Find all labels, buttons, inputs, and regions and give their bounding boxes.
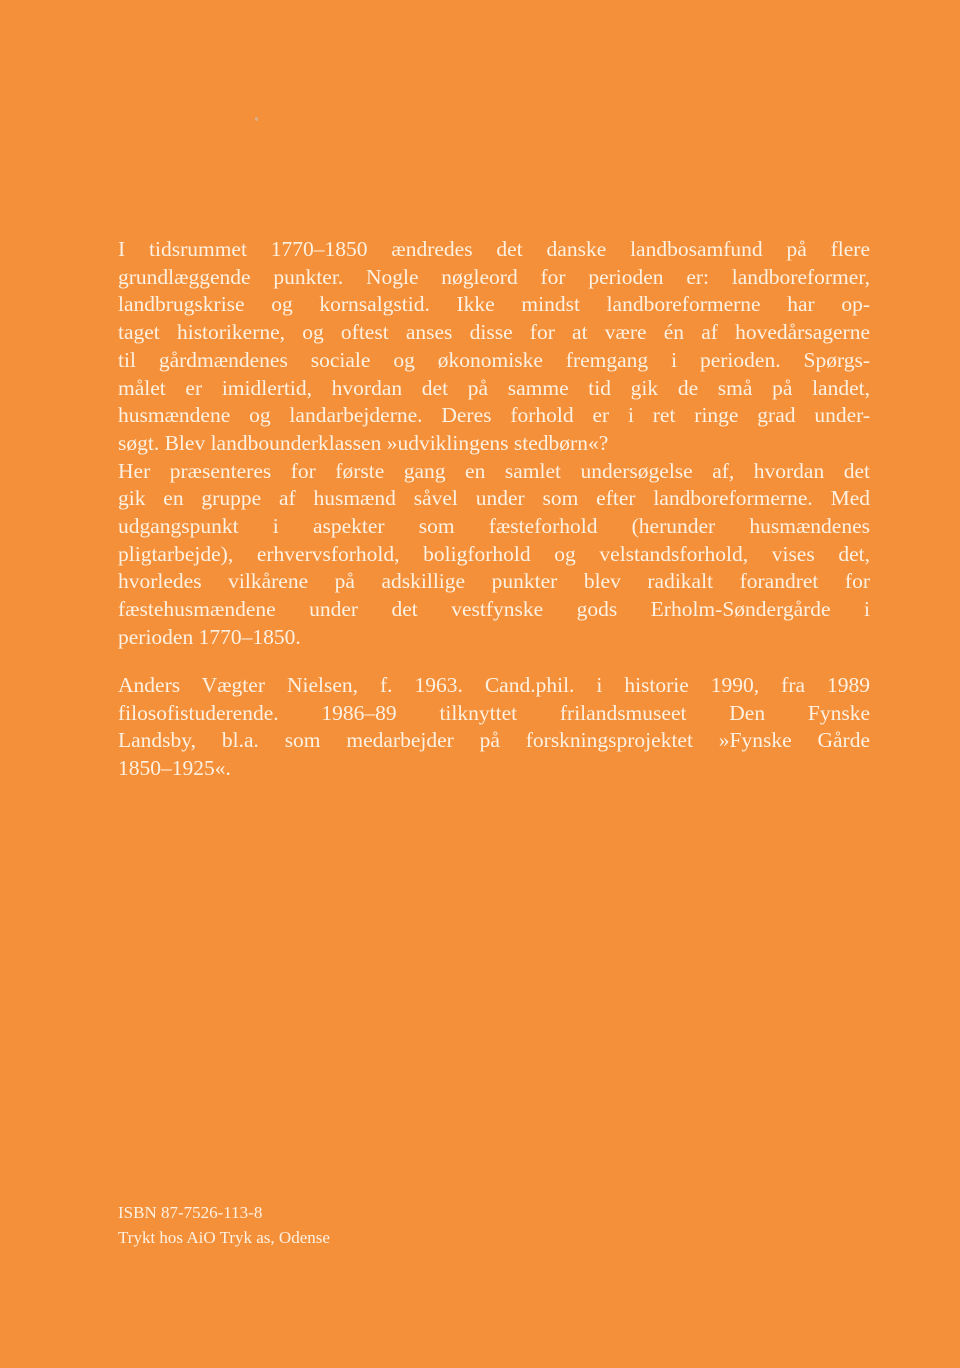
author-line: Anders Vægter Nielsen, f. 1963. Cand.phil. i historie 1990, fra 1989 — [118, 673, 870, 697]
description-line: Her præsenteres for første gang en samlet undersøgelse af, hvordan det — [118, 458, 870, 483]
author-line: Landsby, bl.a. som medarbejder på forskningsprojektet »Fynske Gårde — [118, 728, 870, 753]
isbn: ISBN 87-7526-113-8 — [118, 1203, 263, 1222]
description-line: søgt. Blev landbounderklassen »udviklingens stedbørn«? — [118, 430, 609, 455]
description-line: fæstehusmændene under det vestfynske gods Erholm-Søndergårde i — [118, 597, 870, 622]
description-line: til gårdmændenes sociale og økonomiske fremgang i perioden. Spørgs- — [118, 347, 870, 372]
description-line: hvorledes vilkårene på adskillige punkter blev radikalt forandret for — [118, 569, 870, 594]
description-line: grundlæggende punkter. Nogle nøgleord for perioden er: landboreformer, — [118, 264, 870, 289]
description-line: landbrugskrise og kornsalgstid. Ikke mindst landboreformerne har op- — [118, 292, 870, 317]
description-line: pligtarbejde), erhvervsforhold, boligforhold og velstandsforhold, vises det, — [118, 541, 870, 566]
colophon — [118, 1200, 870, 1250]
description-line: målet er imidlertid, hvordan det på samme tid gik de små på landet, — [118, 375, 870, 400]
description-line: gik en gruppe af husmænd såvel under som efter landboreformerne. Med — [118, 486, 870, 511]
description-line: udgangspunkt i aspekter som fæsteforhold (herunder husmændenes — [118, 514, 870, 539]
description-line: husmændene og landarbejderne. Deres forhold er i ret ringe grad under- — [118, 403, 870, 428]
author-bio — [118, 672, 870, 783]
author-line: 1850–1925«. — [118, 756, 231, 781]
book-description — [118, 236, 870, 652]
printer-info: Trykt hos AiO Tryk as, Odense — [118, 1228, 330, 1247]
author-line: filosofistuderende. 1986–89 tilknyttet frilandsmuseet Den Fynske — [118, 700, 870, 725]
print-speck — [255, 117, 258, 121]
description-line: perioden 1770–1850. — [118, 624, 301, 649]
description-line: taget historikerne, og oftest anses disse for at være én af hovedårsagerne — [118, 320, 870, 345]
description-line: I tidsrummet 1770–1850 ændredes det danske landbosamfund på flere — [118, 237, 870, 261]
